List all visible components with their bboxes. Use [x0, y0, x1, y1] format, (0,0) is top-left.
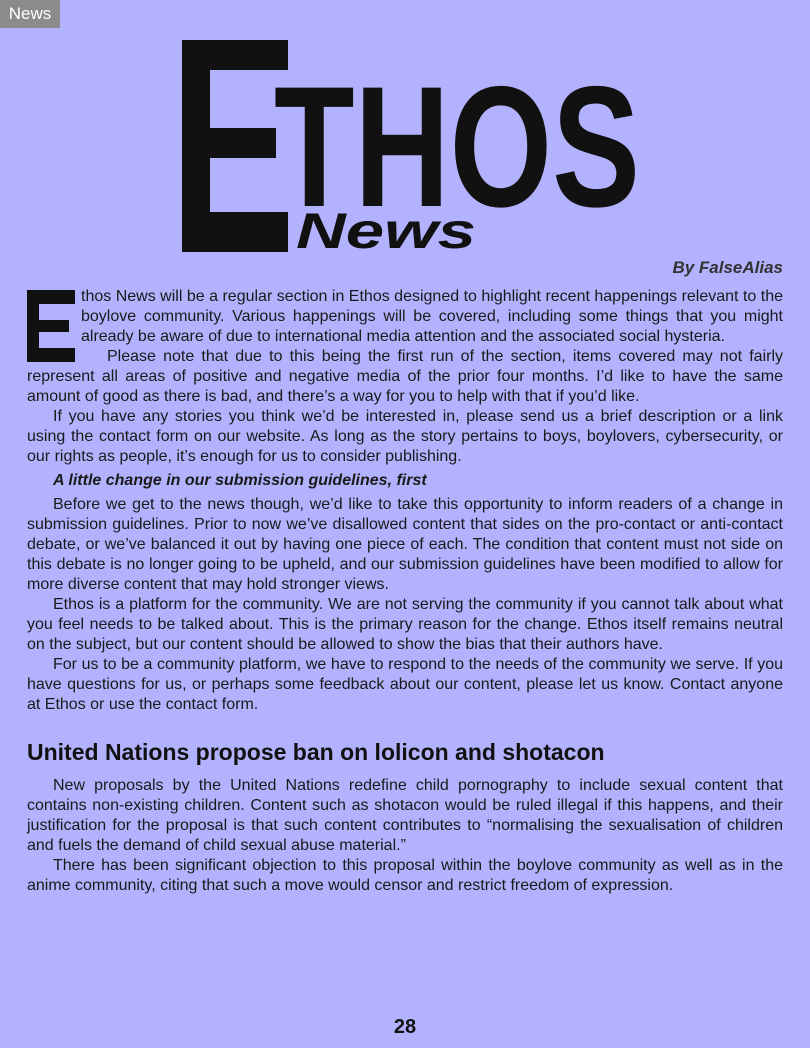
byline: By FalseAlias: [672, 258, 783, 277]
intro-paragraph: Please note that due to this being the first run of the section, items covered may not fairly represent all areas of positive and negative media of the prior four months. I’d like to have the same amount of good as there is bad, and there’s a way for you to help with that if you’d like.: [27, 348, 783, 405]
page-number: 28: [393, 1016, 417, 1038]
guidelines-paragraph: Before we get to the news though, we’d like to take this opportunity to inform readers of a change in submission guidelines. Prior to now we’ve disallowed content that sides on the pro-contact or anti-contact debate, or we’ve balanced it out by having one piece of each. The condition that content must not side on this debate is no longer going to be upheld, and our submission guidelines have been modified to allow for more diverse content that may hold stronger views.: [27, 496, 783, 593]
article-paragraph: There has been significant objection to this proposal within the boylove community as well as in the anime community, citing that such a move would censor and restrict freedom of expression.: [27, 857, 783, 894]
intro-paragraph: thos News will be a regular section in Ethos designed to highlight recent happenings relevant to the boylove community. Various happenings will be covered, including some things that you might already be aware of due to international media attention and the associated social hysteria.: [81, 288, 783, 345]
ethos-news-masthead: [182, 40, 642, 252]
logo-news: News: [296, 203, 476, 252]
logo-thos: THOS: [274, 51, 640, 243]
section-tag: News: [0, 0, 60, 28]
guidelines-subheading: A little change in our submission guidelines, first: [53, 472, 427, 489]
guidelines-paragraph: For us to be a community platform, we have to respond to the needs of the community we serve. If you have questions for us, or perhaps some feedback about our content, please let us know. Contact anyone at Ethos or use the contact form.: [27, 656, 783, 713]
article-body: [27, 287, 783, 896]
guidelines-paragraph: Ethos is a platform for the community. We are not serving the community if you cannot talk about what you feel needs to be talked about. This is the primary reason for the change. Ethos itself remains neutral on the subject, but our content should be allowed to show the bias that their authors have.: [27, 596, 783, 653]
article-paragraph: New proposals by the United Nations redefine child pornography to include sexual content that contains non-existing children. Content such as shotacon would be ruled illegal if this happens, and their justification for the proposal is that such content contributes to “normalising the sexualisation of children and fuels the demand of child sexual abuse material.”: [27, 777, 783, 854]
intro-paragraph: If you have any stories you think we’d be interested in, please send us a brief description or a link using the contact form on our website. As long as the story pertains to boys, boylovers, cybersecurity, or our rights as people, it’s enough for us to consider publishing.: [27, 408, 783, 465]
article-headline: United Nations propose ban on lolicon and shotacon: [27, 739, 605, 765]
dropcap-e: [27, 290, 77, 362]
logo-block-e: [182, 40, 288, 252]
